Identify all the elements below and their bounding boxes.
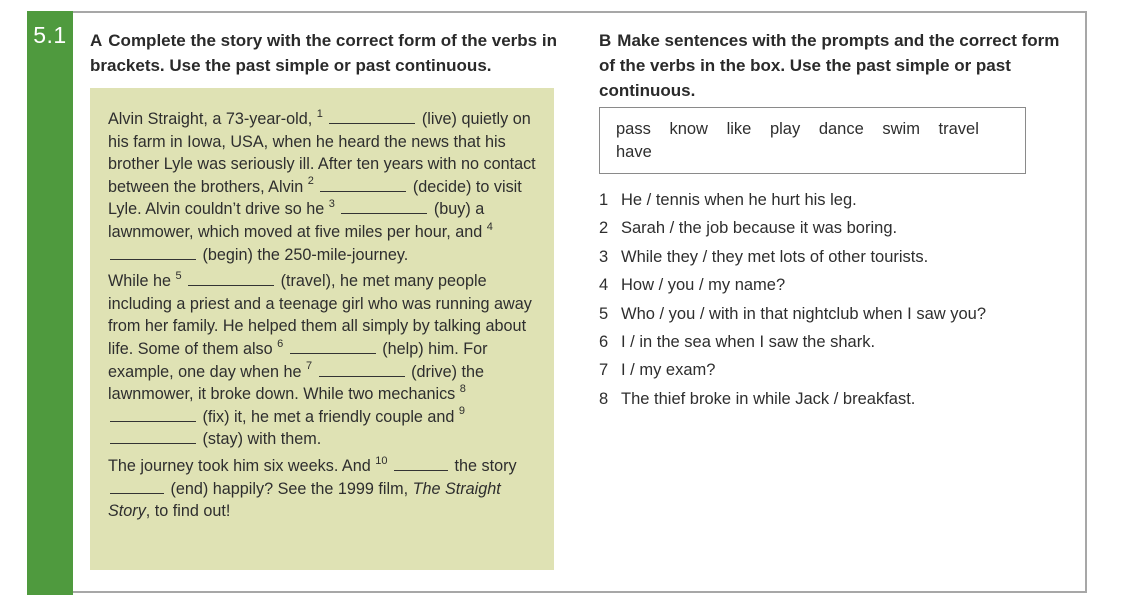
prompt-list — [599, 186, 1069, 413]
prompt-item — [599, 385, 1069, 413]
prompt-item — [599, 214, 1069, 242]
prompt-item — [599, 328, 1069, 356]
word-box-item: like — [726, 120, 752, 138]
gap-8-blank[interactable] — [110, 407, 196, 422]
gap-number-3: 3 — [328, 197, 335, 210]
film-title: The Straight Story — [108, 479, 501, 521]
gap-number-2: 2 — [307, 175, 314, 188]
gap-number-7: 7 — [305, 360, 313, 373]
story-text: (stay) with them. — [198, 430, 322, 449]
prompt-text: While they / they met lots of other tourists. — [621, 247, 929, 266]
prompt-text: He / tennis when he hurt his leg. — [621, 191, 857, 209]
word-box-item: swim — [882, 120, 920, 138]
section-b-heading — [599, 28, 1069, 103]
gap-10b-blank[interactable] — [110, 479, 164, 494]
gap-number-10: 10 — [375, 454, 388, 467]
section-a-letter: A — [90, 31, 103, 50]
prompt-item — [599, 356, 1069, 384]
story-text: (buy) a lawnmower, which moved at five miles per hour, and — [108, 200, 487, 241]
story-text: While he — [108, 272, 176, 291]
gap-10a-blank[interactable] — [394, 456, 448, 471]
prompt-text: Sarah / the job because it was boring. — [621, 219, 898, 238]
gap-number-8: 8 — [459, 382, 466, 395]
verb-word-box — [599, 107, 1026, 174]
word-box-item: know — [669, 120, 708, 138]
story-text: (help) him. For example, one day when he — [108, 339, 488, 381]
story-text: The journey took him six weeks. And — [108, 456, 376, 475]
prompt-item — [599, 243, 1069, 271]
prompt-text: Who / you / with in that nightclub when I saw you? — [621, 304, 987, 323]
prompt-number: 6 — [599, 332, 609, 351]
prompt-text: I / in the sea when I saw the shark. — [621, 332, 876, 351]
gap-1-blank[interactable] — [329, 109, 415, 124]
story-text: Alvin Straight, a 73-year-old, — [108, 110, 317, 128]
story-paragraph-3 — [108, 455, 536, 523]
gap-number-1: 1 — [316, 107, 323, 120]
prompt-text: The thief broke in while Jack / breakfast. — [621, 389, 916, 408]
word-box-item: dance — [818, 120, 864, 138]
prompt-text: I / my exam? — [621, 361, 716, 380]
story-text: the story — [449, 456, 517, 475]
prompt-number: 8 — [599, 389, 609, 408]
story-text: (begin) the 250-mile-journey. — [198, 245, 409, 264]
gap-number-4: 4 — [486, 220, 493, 233]
word-box-item: pass — [616, 120, 651, 138]
gap-number-6: 6 — [277, 337, 284, 350]
section-a-heading — [90, 28, 570, 78]
gap-9-blank[interactable] — [110, 429, 196, 444]
word-box-item: have — [616, 143, 652, 161]
prompt-number: 4 — [599, 276, 609, 295]
gap-3-blank[interactable] — [341, 199, 427, 214]
section-b-instruction: Make sentences with the prompts and the correct form of the verbs in the box. Use the past simple or past continuous. — [599, 31, 1060, 100]
story-box — [90, 88, 554, 570]
prompt-number: 7 — [599, 361, 609, 380]
gap-4-blank[interactable] — [110, 245, 196, 260]
story-text: (travel), he met many people including a priest and a teenage girl who was running away from her family. He helped them all simply by talking about life. Some of them also — [108, 272, 532, 358]
story-text: (fix) it, he met a friendly couple and — [198, 407, 459, 426]
exercise-side-bar — [27, 11, 73, 595]
prompt-number: 3 — [599, 247, 609, 266]
prompt-item — [599, 271, 1069, 299]
gap-number-9: 9 — [458, 405, 466, 418]
prompt-number: 2 — [599, 219, 609, 238]
prompt-number: 5 — [599, 304, 609, 323]
word-box-item: play — [769, 120, 801, 138]
prompt-number: 1 — [599, 191, 609, 209]
gap-number-5: 5 — [175, 269, 182, 282]
story-text: , to find out! — [145, 502, 231, 521]
story-text: (decide) to visit Lyle. Alvin couldn’t drive so he — [108, 177, 522, 219]
prompt-item — [599, 186, 1069, 214]
word-box-item: travel — [938, 120, 979, 138]
story-text: (drive) the lawnmower, it broke down. While two mechanics — [108, 362, 484, 404]
section-b-letter: B — [599, 31, 612, 50]
section-a-instruction: Complete the story with the correct form of the verbs in brackets. Use the past simple or past continuous. — [90, 31, 557, 75]
exercise-number: 5.1 — [33, 22, 67, 48]
story-paragraph-2 — [108, 270, 536, 451]
gap-6-blank[interactable] — [290, 339, 376, 354]
gap-5-blank[interactable] — [188, 271, 274, 286]
gap-2-blank[interactable] — [320, 177, 406, 192]
story-text: (live) quietly on his farm in Iowa, USA, when he heard the news that his brother Lyle was seriously ill. After ten years with no contact between the brothers, Alvin — [108, 110, 536, 196]
story-paragraph-1 — [108, 108, 536, 266]
prompt-item — [599, 300, 1069, 328]
gap-7-blank[interactable] — [319, 362, 405, 377]
story-text: (end) happily? See the 1999 film, — [166, 479, 413, 498]
prompt-text: How / you / my name? — [621, 276, 786, 295]
